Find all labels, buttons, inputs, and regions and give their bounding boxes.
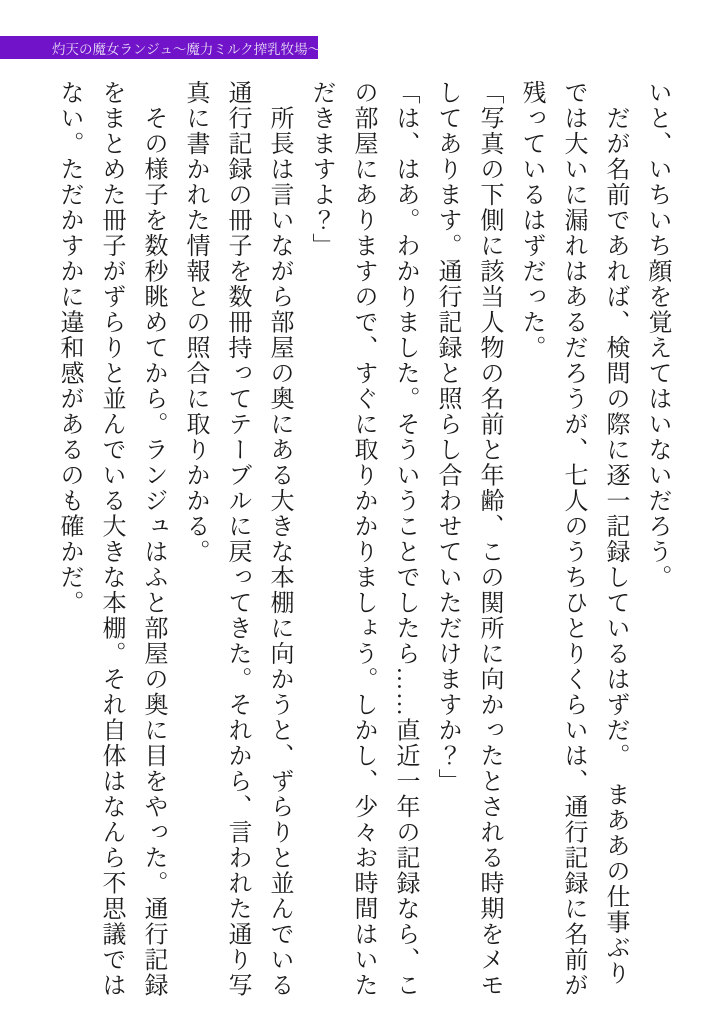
chapter-header-bar [0, 36, 322, 59]
novel-paragraph: 「は、はあ。わかりました。そういうことでしたら……直近一年の記録なら、この部屋にありますので、すぐに取りかかりましょう。しかし、少々お時間はいただきますよ？」 [308, 80, 418, 998]
novel-paragraph: その様子を数秒眺めてから。ランジュはふと部屋の奥に目をやった。通行記録をまとめた冊子がずらりと並んでいる大きな本棚。それ自体はなんら不思議ではない。ただかすかに違和感があるのも確かだ。 [56, 80, 166, 998]
novel-paragraph: 所長は言いながら部屋の奥にある大きな本棚に向かうと、ずらりと並んでいる通行記録の冊子を数冊持ってテーブルに戻ってきた。それから、言われた通り写真に書かれた情報との照合に取りかかる。 [182, 80, 292, 998]
novel-paragraph: いと、いちいち顔を覚えてはいないだろう。 [644, 80, 670, 590]
novel-paragraph: だが名前であれば、検問の際に逐一記録しているはずだ。 まああの仕事ぶりでは大いに漏れはあるだろうが、七人のうちひとりくらいは、通行記録に名前が残っているはずだった。 [518, 80, 628, 998]
novel-text-block [48, 80, 678, 1002]
novel-paragraph: 「写真の下側に該当人物の名前と年齢、この関所に向かったとされる時期をメモしてあります。通行記録と照らし合わせていただけますか？」 [434, 80, 502, 998]
book-title: 灼天の魔女ランジュ～魔力ミルク搾乳牧場～ [52, 41, 322, 57]
